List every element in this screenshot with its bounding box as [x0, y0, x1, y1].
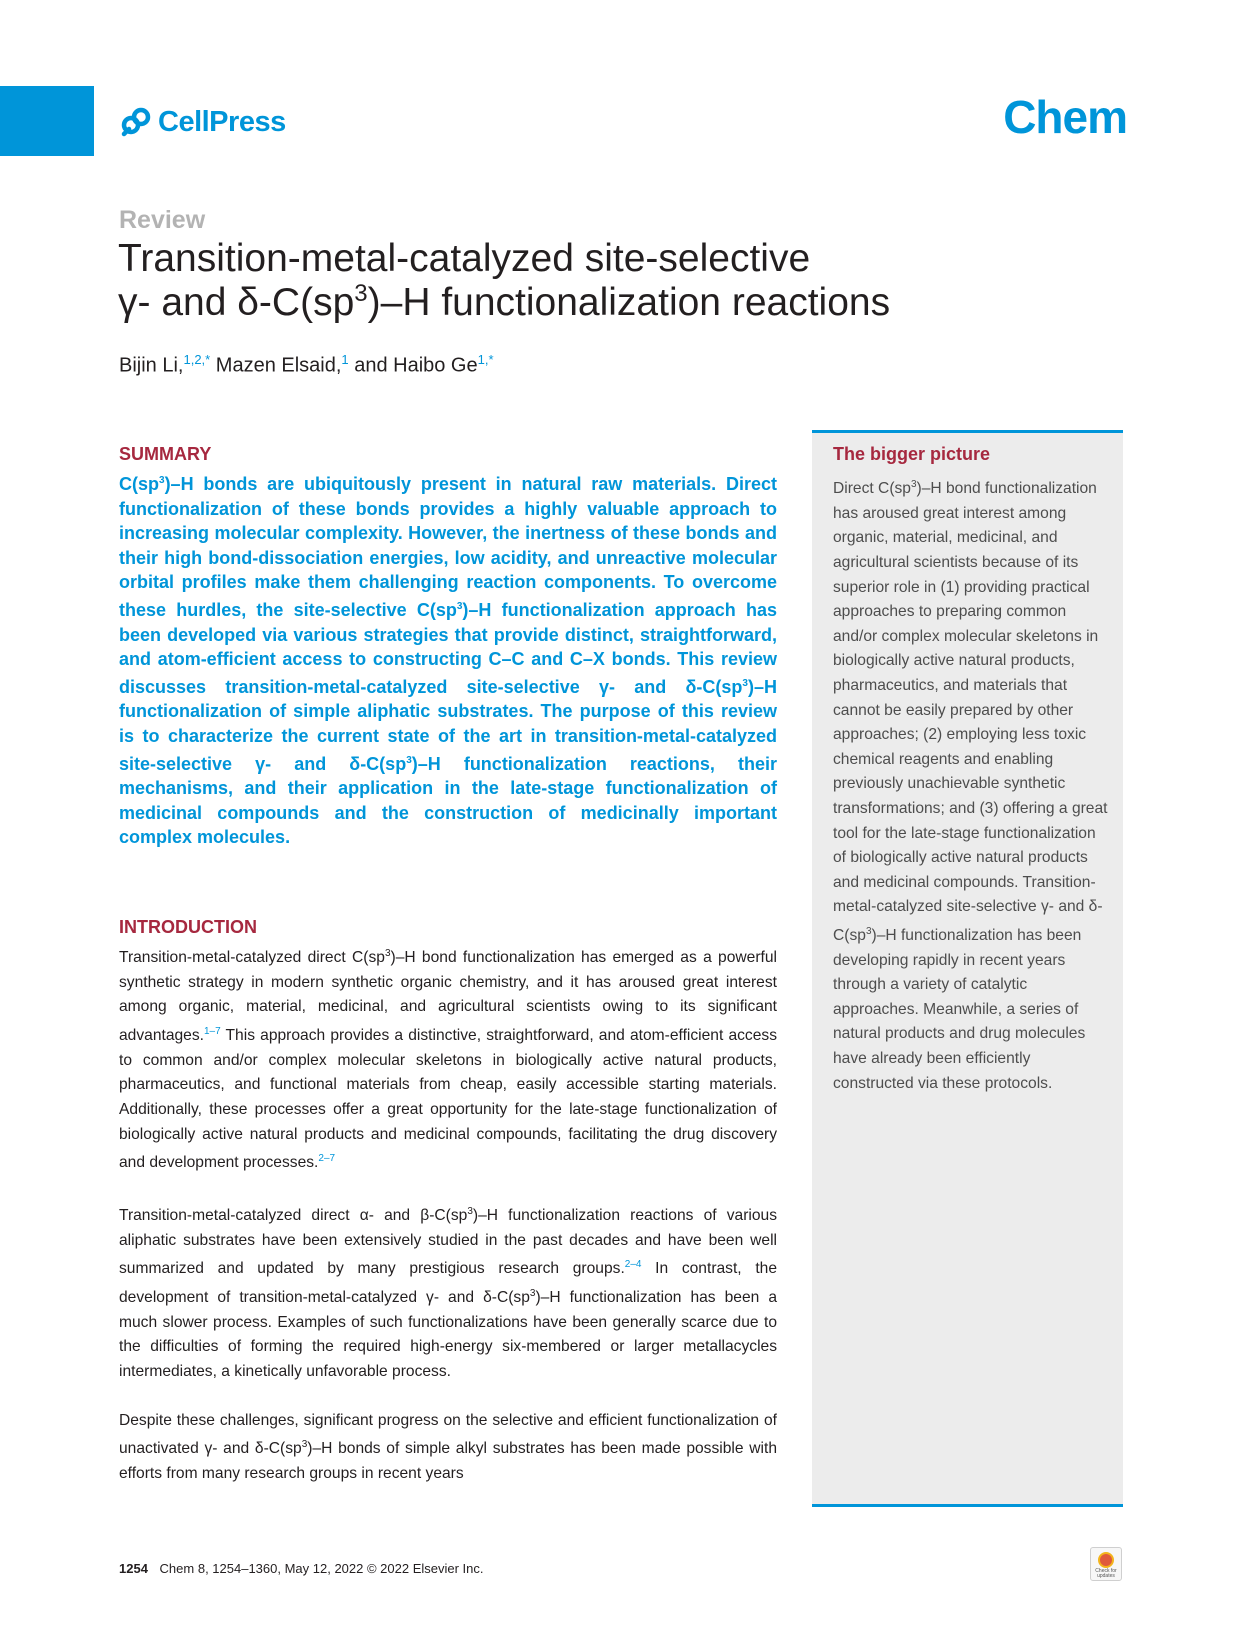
introduction-paragraph-1: Transition-metal-catalyzed direct $C(sp^3)-H$ bond functionalization has emerged as a powerful synthetic strategy in modern synthetic organic chemistry, and it has aroused great interest among organic, material, medicinal, and agricultural scientists owing to its significant advantages.$^{1-7}$ This approach provides a distinctive, straightforward, and atom-efficient access to common and/or complex molecular skeletons in biologically active natural products, pharmaceutics, and functional materials from cheap, easily accessible starting materials. Additionally, these processes offer a great opportunity for the late-stage functionalization of biologically active natural products and medicinal compounds, facilitating the drug discovery and development processes.$^{2-7}$	[119, 948, 777, 1172]
summary-section	[119, 444, 777, 850]
author-affiliation[interactable]: 1	[341, 352, 349, 367]
page-footer	[119, 1561, 484, 1576]
author-affiliation[interactable]: 1,*	[477, 352, 494, 367]
bigger-picture-text: Direct $C(sp^3)-H$ bond functionalization has aroused great interest among organic, material, medicinal, and agricultural scientists because of its superior role in (1) providing practical approaches to preparing common and/or complex molecular skeletons in biologically active natural products, pharmaceutics, and materials that cannot be easily prepared by other approaches; (2) employing less toxic chemical reagents and enabling previously unachievable synthetic transformations; and (3) offering a great tool for the late-stage functionalization of biologically active natural products and medicinal compounds. Transition-metal-catalyzed site-selective γ- and $\delta-C(sp^3)-H$ functionalization has been developing rapidly in recent years through a variety of catalytic approaches. Meanwhile, a series of natural products and drug molecules have already been efficiently constructed via these protocols.	[833, 479, 1108, 1092]
author-affiliation[interactable]: 1,2,*	[183, 352, 211, 367]
author-name[interactable]: and Haibo Ge	[348, 354, 478, 377]
citation-line: Chem 8, 1254–1360, May 12, 2022 © 2022 Elsevier Inc.	[159, 1561, 484, 1576]
bigger-picture-heading: The bigger picture	[833, 444, 991, 464]
cellpress-logo[interactable]	[120, 104, 286, 140]
check-for-updates-badge[interactable]	[1090, 1547, 1122, 1581]
page-number: 1254	[119, 1561, 148, 1576]
title-superscript: 3	[354, 280, 368, 307]
journal-logo[interactable]: Chem	[1003, 91, 1127, 143]
introduction-paragraph-2: Transition-metal-catalyzed direct α- and $\beta-C(sp^3)-H$ functionalization reactions of various aliphatic substrates have been extensively studied in the past decades and have been well summarized and updated by many prestigious research groups.$^{2-4}$ In contrast, the development of transition-metal-catalyzed γ- and $\delta-C(sp^3)-H$ functionalization has been a much slower process. Examples of such functionalizations have been generally scarce due to the difficulties of forming the required high-energy six-membered or larger metallacycles intermediates, a kinetically unfavorable process.	[119, 1205, 777, 1381]
title-line-2-a: γ- and δ-C(sp	[118, 281, 355, 324]
author-name[interactable]: Bijin Li,	[119, 354, 184, 377]
cellpress-logo-icon	[120, 106, 152, 138]
header-accent-tab	[0, 86, 94, 156]
summary-text: $C(sp^3)-H$ bonds are ubiquitously present in natural raw materials. Direct functionalization of these bonds provides a highly valuable approach to increasing molecular complexity. However, the inertness of these bonds and their high bond-dissociation energies, low acidity, and unreactive molecular orbital profiles make them challenging reaction components. To overcome these hurdles, the site-selective $C(sp^3)-H$ functionalization approach has been developed via various strategies that provide distinct, straightforward, and atom-efficient access to constructing C–C and C–X bonds. This review discusses transition-metal-catalyzed site-selective γ- and $\delta-C(sp^3)-H$ functionalization of simple aliphatic substrates. The purpose of this review is to characterize the current state of the art in transition-metal-catalyzed site-selective γ- and $\delta-C(sp^3)-H$ functionalization reactions, their mechanisms, and their application in the late-stage functionalization of medicinal compounds and the construction of medicinally important complex molecules.	[119, 474, 778, 848]
author-name[interactable]: Mazen Elsaid,	[210, 354, 342, 377]
title-line-1: Transition-metal-catalyzed site-selective	[118, 237, 811, 280]
bigger-picture-box	[812, 430, 1123, 1507]
introduction-section	[119, 917, 777, 1487]
introduction-heading: INTRODUCTION	[119, 917, 257, 937]
title-line-2-b: )–H functionalization reactions	[367, 281, 891, 324]
summary-heading: SUMMARY	[119, 444, 212, 464]
check-updates-label: Check for updates	[1095, 1568, 1117, 1579]
introduction-paragraph-3: Despite these challenges, significant progress on the selective and efficient functionalization of unactivated γ- and $\delta-C(sp^3)-H$ bonds of simple alkyl substrates has been made possible with efforts from many research groups in recent years	[119, 1411, 777, 1482]
article-type: Review	[119, 206, 206, 234]
check-updates-icon	[1098, 1552, 1114, 1568]
author-list	[119, 352, 494, 378]
article-title	[118, 237, 1018, 325]
publisher-name: CellPress	[158, 105, 286, 138]
